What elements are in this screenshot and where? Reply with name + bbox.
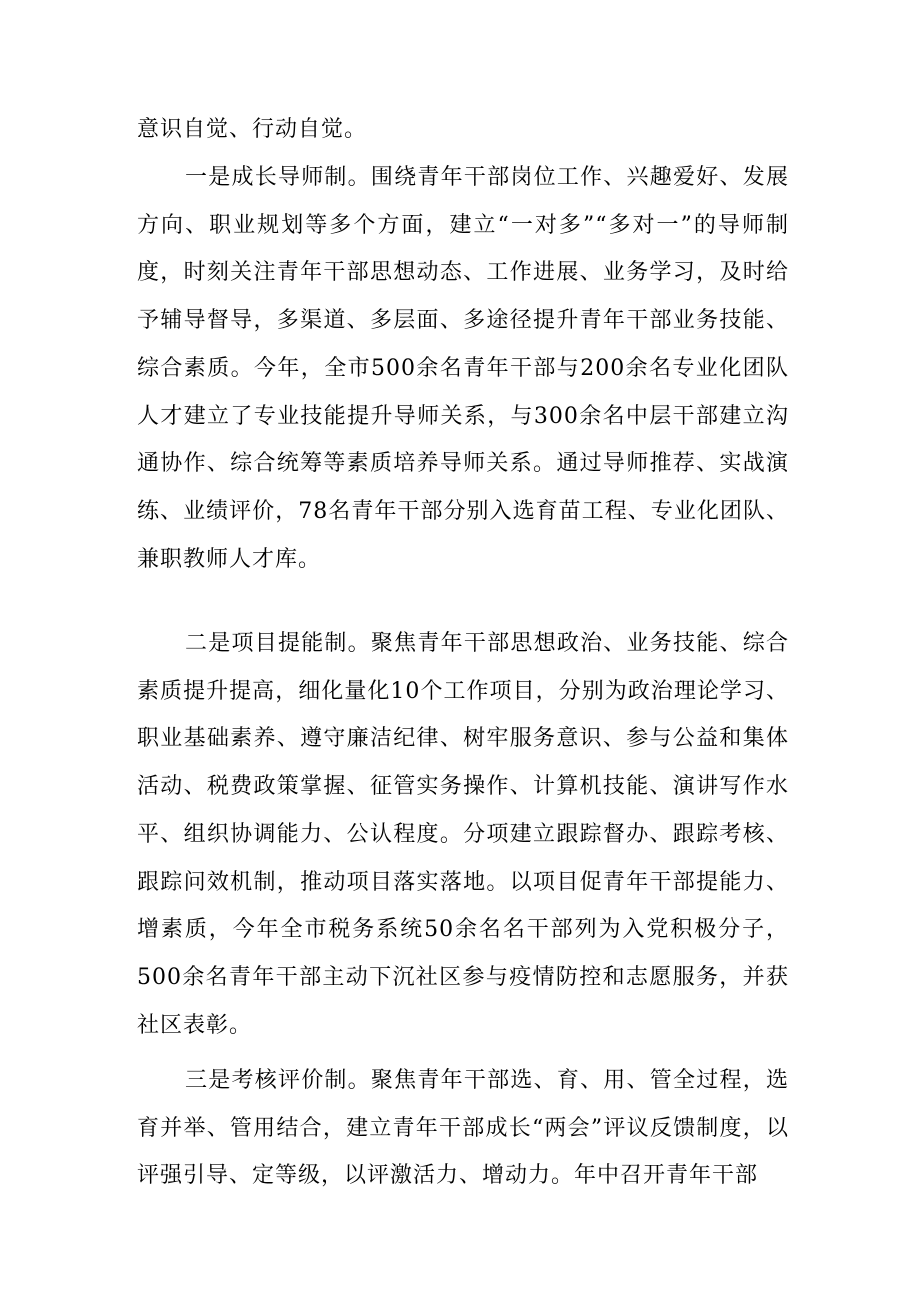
paragraph-assessment: 三是考核评价制。聚焦青年干部选、育、用、管全过程，选育并举、管用结合，建立青年干部成长“两会”评议反馈制度，以评强引导、定等级，以评激活力、增动力。年中召开青年干部 bbox=[137, 1068, 789, 1189]
paragraph-mentorship: 一是成长导师制。围绕青年干部岗位工作、兴趣爱好、发展方向、职业规划等多个方面，建立“一对多”“多对一”的导师制度，时刻关注青年干部思想动态、工作进展、业务学习，及时给予辅导督导，多渠道、多层面、多途径提升青年干部业务技能、综合素质。今年，全市500余名青年干部与200余名专业化团队人才建立了专业技能提升导师关系，与300余名中层干部建立沟通协作、综合统筹等素质培养导师关系。通过导师推荐、实战演练、业绩评价，78名青年干部分别入选育苗工程、专业化团队、兼职教师人才库。 bbox=[137, 165, 789, 572]
paragraph-continuation: 意识自觉、行动自觉。 bbox=[137, 117, 368, 142]
paragraph-project-capability: 二是项目提能制。聚焦青年干部思想政治、业务技能、综合素质提升提高，细化量化10个工作项目，分别为政治理论学习、职业基础素养、遵守廉洁纪律、树牢服务意识、参与公益和集体活动、税费政策掌握、征管实务操作、计算机技能、演讲写作水平、组织协调能力、公认程度。分项建立跟踪督办、跟踪考核、跟踪问效机制，推动项目落实落地。以项目促青年干部提能力、增素质，今年全市税务系统50余名名干部列为入党积极分子，500余名青年干部主动下沉社区参与疫情防控和志愿服务，并获社区表彰。 bbox=[137, 631, 789, 1038]
